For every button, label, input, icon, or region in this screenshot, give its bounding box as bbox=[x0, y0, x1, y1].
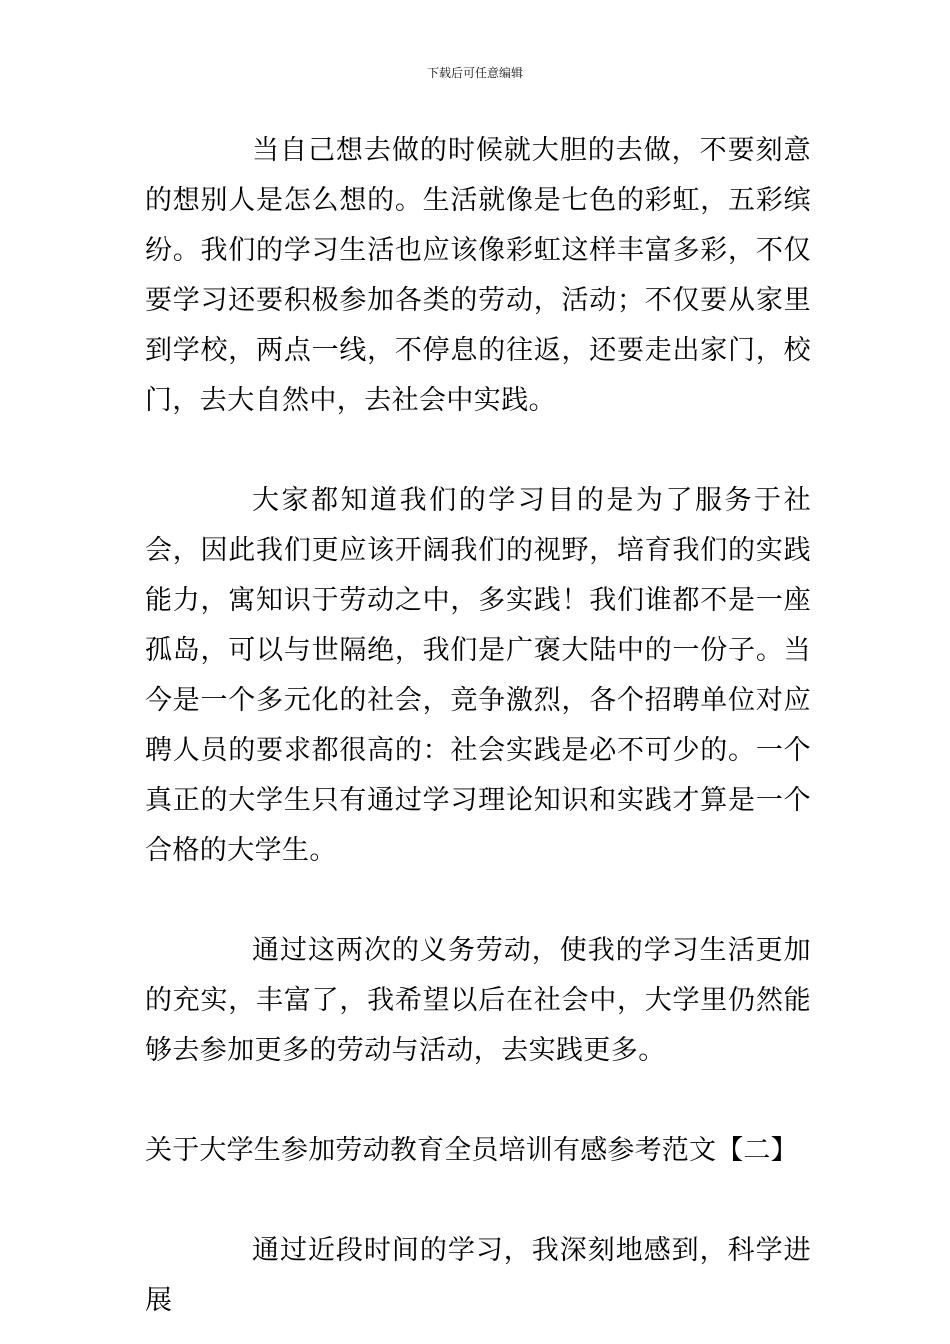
paragraph-2: 大家都知道我们的学习目的是为了服务于社会，因此我们更应该开阔我们的视野，培育我们的实践能力，寓知识于劳动之中，多实践！我们谁都不是一座孤岛，可以与世隔绝，我们是广褒大陆中的一份子。当今是一个多元化的社会，竞争激烈，各个招聘单位对应聘人员的要求都很高的：社会实践是必不可少的。一个真正的大学生只有通过学习理论知识和实践才算是一个合格的大学生。 bbox=[145, 485, 811, 866]
section-heading: 关于大学生参加劳动教育全员培训有感参考范文【二】 bbox=[145, 1135, 798, 1166]
paragraph-1: 当自己想去做的时候就大胆的去做，不要刻意的想别人是怎么想的。生活就像是七色的彩虹，五彩缤纷。我们的学习生活也应该像彩虹这样丰富多彩，不仅要学习还要积极参加各类的劳动，活动；不仅要从家里到学校，两点一线，不停息的往返，还要走出家门，校门，去大自然中，去社会中实践。 bbox=[145, 135, 811, 416]
paragraph-4: 通过近段时间的学习，我深刻地感到，科学进展 bbox=[145, 1235, 811, 1316]
paragraph-3: 通过这两次的义务劳动，使我的学习生活更加的充实，丰富了，我希望以后在社会中，大学里仍然能够去参加更多的劳动与活动，去实践更多。 bbox=[145, 935, 811, 1066]
paragraph-spacer bbox=[145, 426, 811, 476]
page-header: 下载后可任意编辑 bbox=[426, 66, 523, 80]
paragraph-spacer bbox=[145, 876, 811, 926]
document-body bbox=[145, 126, 811, 1326]
paragraph-spacer bbox=[145, 1176, 811, 1226]
paragraph-spacer bbox=[145, 1076, 811, 1126]
